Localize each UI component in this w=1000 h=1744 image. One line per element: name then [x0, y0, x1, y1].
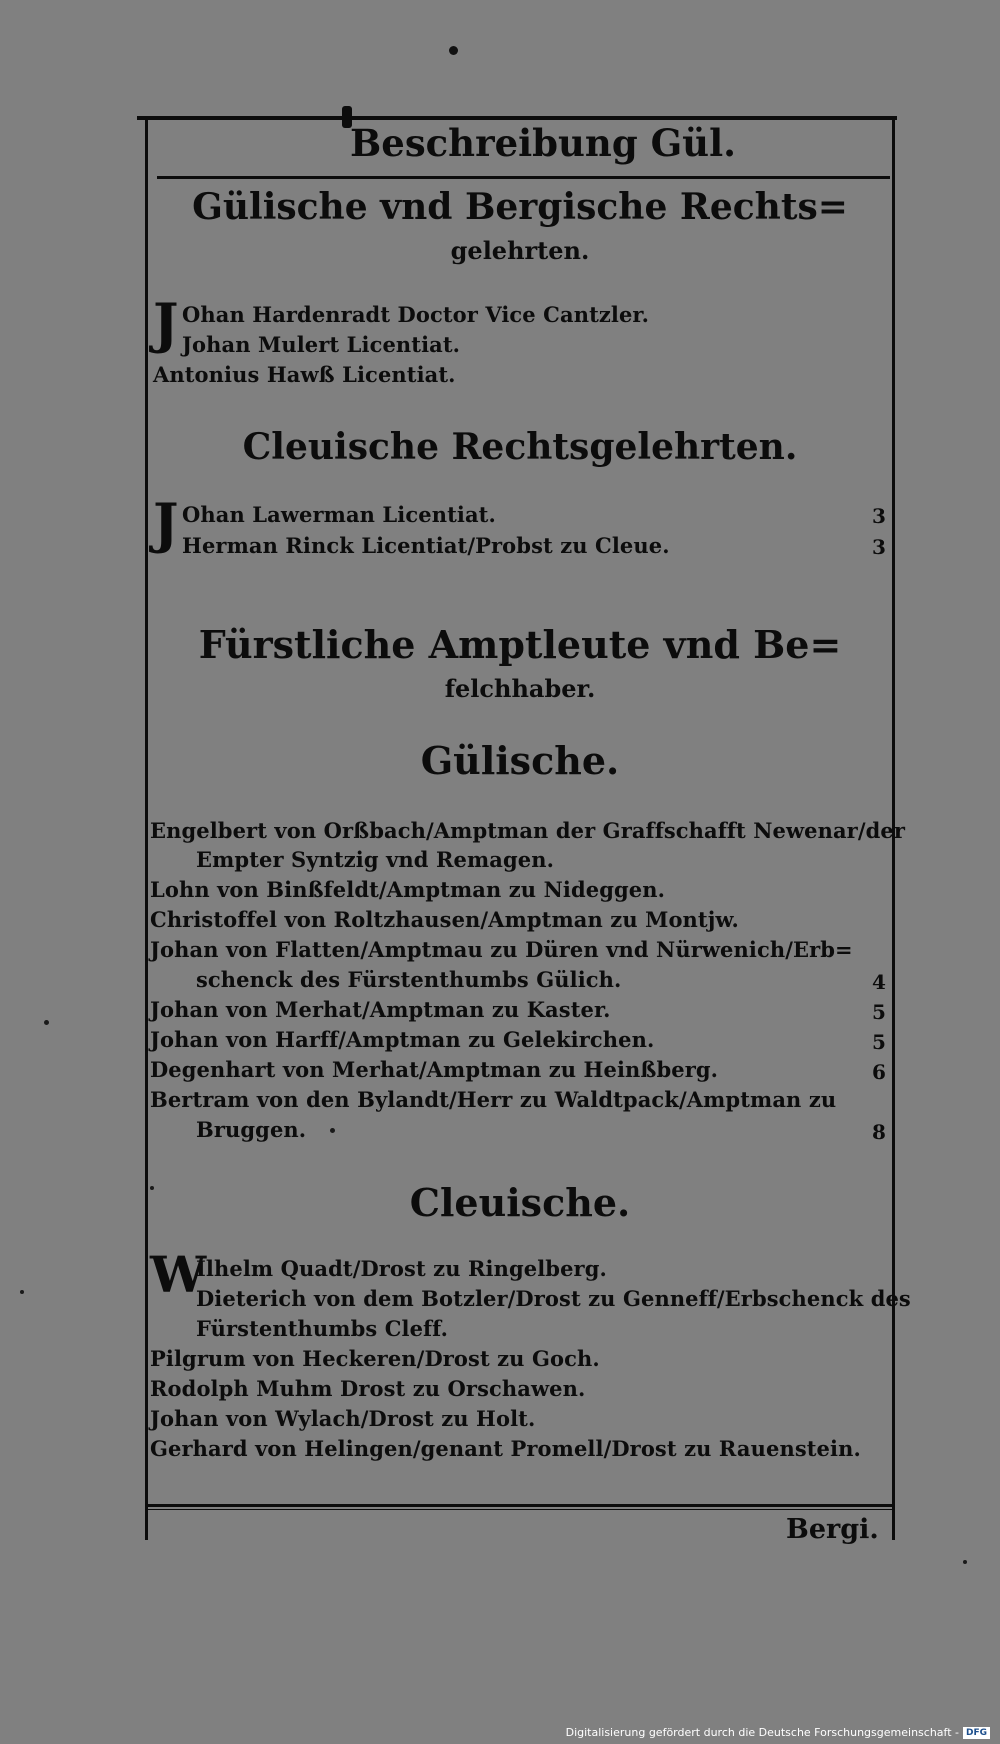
list-item: Johan Mulert Licentiat. — [182, 332, 461, 357]
list-item: Antonius Hawß Licentiat. — [153, 362, 456, 387]
entry-number: 5 — [872, 1030, 886, 1054]
section-heading-cleuische: Cleuische. — [409, 1180, 631, 1225]
list-item: Gerhard von Helingen/genant Promell/Drost zu Rauenstein. — [150, 1436, 861, 1461]
section-heading-cleve: Cleuische Rechtsgelehrten. — [242, 426, 798, 468]
section-heading-guelische: Gülische. — [420, 738, 620, 783]
entry-number: 8 — [872, 1120, 886, 1144]
ink-speck — [20, 1290, 24, 1294]
bottom-rule — [145, 1504, 895, 1507]
list-item: Johan von Wylach/Drost zu Holt. — [150, 1406, 536, 1431]
drop-initial: W — [150, 1245, 207, 1304]
list-item: Ilhelm Quadt/Drost zu Ringelberg. — [196, 1256, 607, 1281]
list-item: schenck des Fürstenthumbs Gülich. — [196, 967, 622, 992]
list-item: Christoffel von Roltzhausen/Amptman zu Montjw. — [150, 907, 739, 932]
list-item: Ohan Hardenradt Doctor Vice Cantzler. — [182, 302, 650, 327]
entry-number: 6 — [872, 1060, 886, 1084]
list-item: Dieterich von dem Botzler/Drost zu Genneff/Erbschenck des — [196, 1286, 911, 1311]
header-rule — [157, 176, 890, 179]
drop-initial: J — [153, 291, 179, 355]
entry-number: 4 — [872, 970, 886, 994]
section-heading-amptleute-line2: felchhaber. — [444, 674, 596, 703]
digitization-credit — [566, 1726, 990, 1739]
ink-speck — [449, 46, 458, 55]
list-item: Rodolph Muhm Drost zu Orschawen. — [150, 1376, 586, 1401]
frame-left-rule — [145, 118, 148, 1540]
list-item: Engelbert von Orßbach/Amptman der Graffschafft Newenar/der — [150, 818, 906, 843]
ink-speck — [150, 1186, 154, 1190]
top-rule — [137, 116, 897, 120]
list-item: Pilgrum von Heckeren/Drost zu Goch. — [150, 1346, 600, 1371]
list-item: Johan von Harff/Amptman zu Gelekirchen. — [150, 1027, 655, 1052]
list-item: Degenhart von Merhat/Amptman zu Heinßberg. — [150, 1057, 719, 1082]
dfg-logo-icon: DFG — [963, 1727, 990, 1739]
section-heading-amptleute-line1: Fürstliche Amptleute vnd Be= — [198, 622, 842, 667]
bottom-rule-thin — [145, 1509, 895, 1510]
drop-initial: J — [153, 491, 179, 555]
list-item: Fürstenthumbs Cleff. — [196, 1316, 448, 1341]
list-item: Johan von Merhat/Amptman zu Kaster. — [150, 997, 611, 1022]
section-heading-guelich-line1: Gülische vnd Bergische Rechts= — [192, 186, 848, 228]
list-item: Ohan Lawerman Licentiat. — [182, 502, 496, 527]
list-item: Herman Rinck Licentiat/Probst zu Cleue. — [182, 533, 670, 558]
list-item: Bertram von den Bylandt/Herr zu Waldtpack/Amptman zu — [150, 1087, 837, 1112]
catchword: Bergi. — [786, 1514, 879, 1545]
list-item: Johan von Flatten/Amptmau zu Düren vnd Nürwenich/Erb= — [150, 937, 853, 962]
entry-number: 3 — [872, 504, 886, 528]
entry-number: 3 — [872, 535, 886, 559]
ink-speck — [330, 1128, 335, 1133]
section-heading-guelich-line2: gelehrten. — [450, 236, 590, 265]
credit-text: Digitalisierung gefördert durch die Deutsche Forschungsgemeinschaft - — [565, 1726, 959, 1739]
ink-speck — [44, 1020, 49, 1025]
list-item: Bruggen. — [196, 1117, 307, 1142]
list-item: Empter Syntzig vnd Remagen. — [196, 847, 555, 872]
running-head: Beschreibung Gül. — [350, 121, 737, 165]
list-item: Lohn von Binßfeldt/Amptman zu Nideggen. — [150, 877, 666, 902]
ink-speck — [963, 1560, 967, 1564]
entry-number: 5 — [872, 1000, 886, 1024]
